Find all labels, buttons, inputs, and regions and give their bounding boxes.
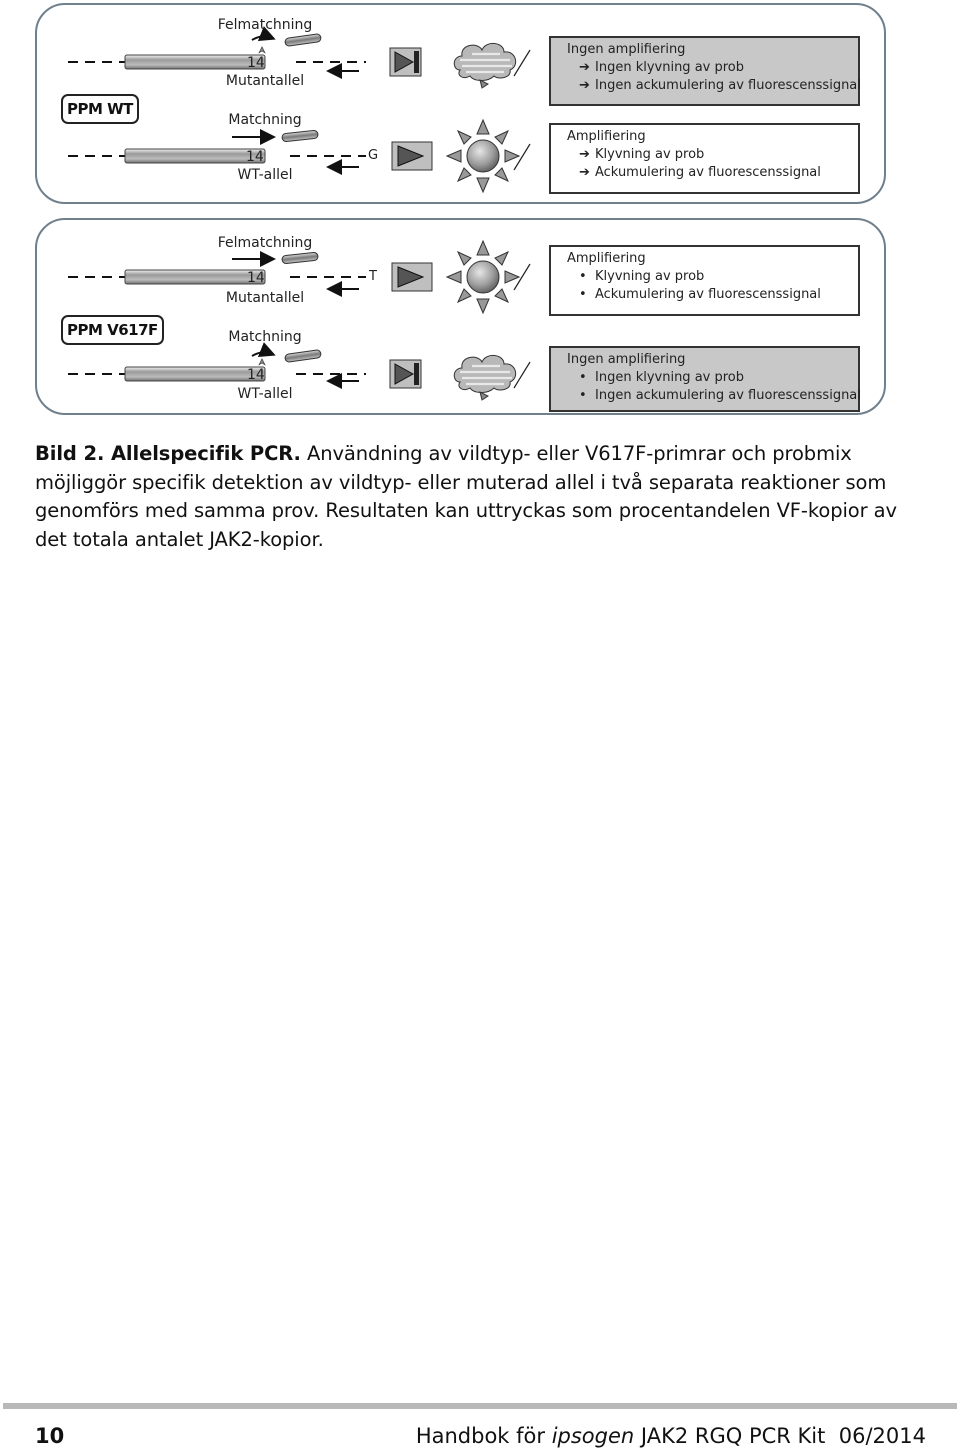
page-number: 10 [35,1424,65,1448]
wt-upper-number: 14 [247,55,265,71]
bullet-icon: • [579,388,587,403]
ppm-v617f-label: PPM V617F [61,315,164,345]
v6-box2-heading: Ingen amplifiering [567,352,686,367]
arrow-right-icon: ➔ [579,60,590,75]
wt-box1-heading: Ingen amplifiering [567,42,686,57]
bullet-icon: • [579,269,587,284]
arrow-right-icon: ➔ [579,165,590,180]
wt-lower-number: 14 [246,149,264,165]
bullet-icon: • [579,370,587,385]
v6-result-no-amplification [549,346,860,412]
footer-title [416,1424,926,1448]
footer-title-italic: ipsogen [551,1424,635,1448]
arrow-right-icon: ➔ [579,147,590,162]
v6-box1-line1: Klyvning av prob [595,269,705,284]
v6-result-amplification [549,245,860,316]
v6-lower-allele: WT-allel [237,386,293,402]
bullet-icon: • [579,287,587,302]
wt-result-amplification [549,123,860,194]
footer-date: 06/2014 [838,1424,926,1448]
v6-lower-number: 14 [247,367,265,383]
arrow-right-icon: ➔ [579,78,590,93]
wt-box2-line1: Klyvning av prob [595,147,705,162]
v6-upper-base: T [369,269,377,284]
v6-upper-allele: Mutantallel [225,290,305,306]
wt-result-no-amplification [549,36,860,106]
v6-lower-title: Matchning [228,329,302,345]
wt-box1-line1: Ingen klyvning av prob [595,60,745,75]
footer-divider [3,1403,957,1409]
v6-box2-line2: Ingen ackumulering av fluorescenssignal [595,388,861,403]
wt-box2-heading: Amplifiering [567,129,646,144]
wt-box1-line2: Ingen ackumulering av fluorescenssignal [595,78,861,93]
footer-title-suffix: JAK2 RGQ PCR Kit [634,1424,826,1448]
caption-label: Bild 2. Allelspecifik PCR. [35,442,301,465]
wt-upper-title: Felmatchning [217,17,313,33]
footer-title-prefix: Handbok för [415,1424,552,1448]
wt-lower-base: G [368,148,379,163]
figure-caption [35,440,915,554]
v6-upper-number: 14 [247,270,265,286]
v6-upper-title: Felmatchning [217,235,313,251]
v6-box1-heading: Amplifiering [567,251,646,266]
wt-upper-allele: Mutantallel [225,73,305,89]
wt-lower-allele: WT-allel [237,167,293,183]
wt-lower-title: Matchning [228,112,302,128]
v6-box2-line1: Ingen klyvning av prob [595,370,745,385]
ppm-wt-label: PPM WT [61,94,139,124]
v6-box1-line2: Ackumulering av fluorescenssignal [595,287,821,302]
wt-box2-line2: Ackumulering av fluorescenssignal [595,165,821,180]
caption-text: Användning av vildtyp- eller V617F-primrar och probmix möjliggör specifik detektion av vildtyp- eller muterad allel i två separata reaktioner som genomförs med samma prov. Resultaten kan uttryckas som procentandelen VF-kopior av det totala antalet JAK2-kopior. [35,442,897,551]
